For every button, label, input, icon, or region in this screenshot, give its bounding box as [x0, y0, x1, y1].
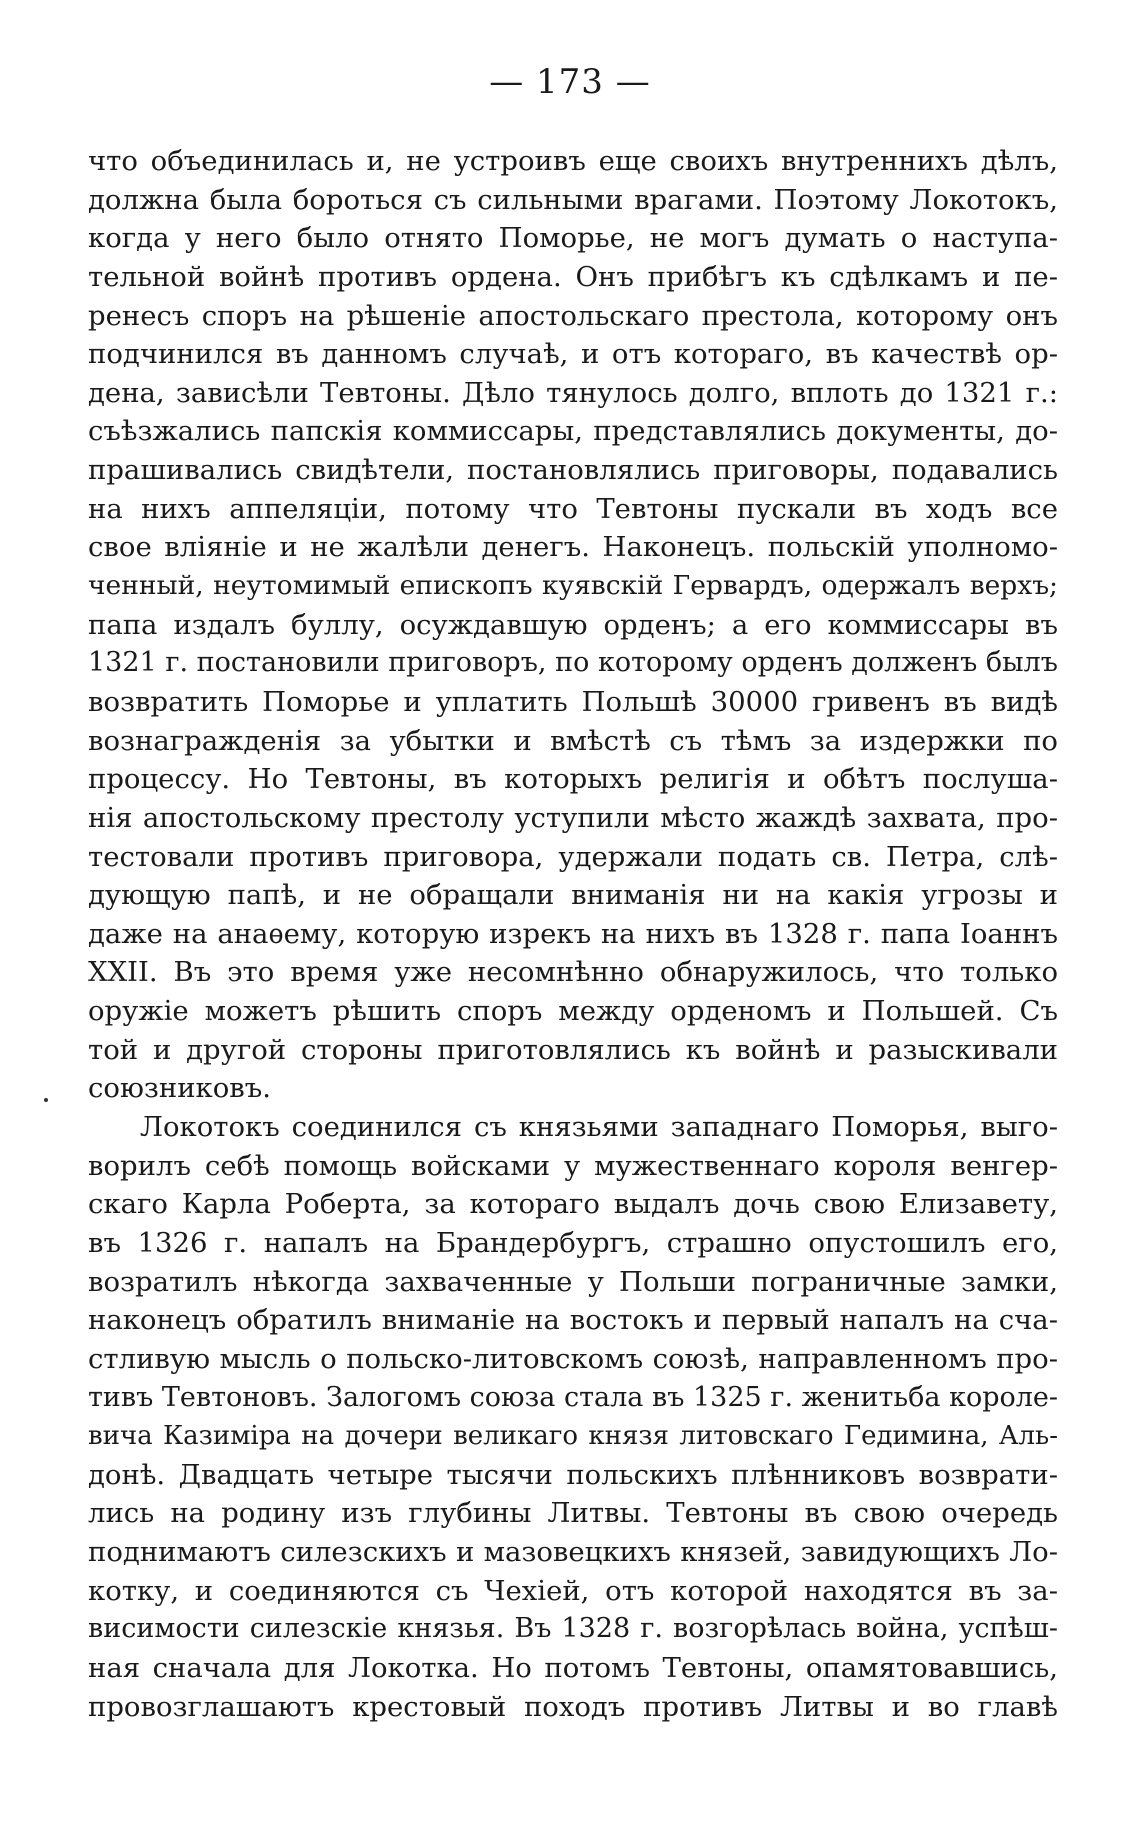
text-line: союзниковъ.: [88, 1072, 272, 1105]
text-line: въ 1326 г. напалъ на Брандербургъ, страшно опустошилъ его,: [88, 1226, 1058, 1259]
text-line: поднимаютъ силезскихъ и мазовецкихъ князей, завидующихъ Ло-: [88, 1536, 1058, 1569]
text-line: тельной войнѣ противъ ордена. Онъ прибѣгъ къ сдѣлкамъ и пе-: [88, 260, 1058, 293]
paragraph-1: [88, 142, 1058, 1108]
text-line: донѣ. Двадцать четыре тысячи польскихъ плѣнниковъ возврати-: [88, 1458, 1058, 1491]
text-line: когда у него было отнято Поморье, не могъ думать о наступа-: [88, 222, 1058, 255]
paragraph-2: [88, 1108, 1058, 1726]
text-line: свое вліяніе и не жалѣли денегъ. Наконецъ. польскій уполномо-: [88, 531, 1058, 564]
text-line: тивъ Тевтоновъ. Залогомъ союза стала въ 1325 г. женитьба короле-: [88, 1381, 1058, 1413]
text-line: процессу. Но Тевтоны, въ которыхъ религія и обѣтъ послуша-: [88, 763, 1058, 796]
margin-dot: [44, 1098, 48, 1102]
text-line: Локотокъ соединился съ князьями западнаго Поморья, выго-: [140, 1111, 1058, 1144]
text-line: скаго Карла Роберта, за котораго выдалъ дочь свою Елизавету,: [88, 1188, 1058, 1221]
text-line: нія апостольскому престолу уступили мѣсто жаждѣ захвата, про-: [88, 801, 1058, 834]
text-line: дующую папѣ, и не обращали вниманія ни на какія угрозы и: [88, 879, 1058, 912]
text-line: возвратить Поморье и уплатить Польшѣ 30000 гривенъ въ видѣ: [88, 685, 1058, 718]
text-line: провозглашаютъ крестовый походъ противъ Литвы и во главѣ: [88, 1690, 1058, 1723]
text-line: висимости силезскіе князья. Въ 1328 г. возгорѣлась война, успѣш-: [88, 1613, 1058, 1645]
text-line: съѣзжались папскія коммиссары, представлялись документы, до-: [88, 415, 1058, 448]
text-line: ная сначала для Локотка. Но потомъ Тевтоны, опамятовавшись,: [88, 1651, 1058, 1684]
text-line: что объединилась и, не устроивъ еще своихъ внутреннихъ дѣлъ,: [88, 145, 1058, 177]
text-line: оружіе можетъ рѣшить споръ между орденомъ и Польшей. Съ: [88, 995, 1058, 1028]
text-line: той и другой стороны приготовлялись къ войнѣ и разыскивали: [88, 1033, 1058, 1066]
text-line: возратилъ нѣкогда захваченные у Польши пограничные замки,: [88, 1265, 1058, 1298]
text-line: ренесъ споръ на рѣшеніе апостольскаго престола, которому онъ: [88, 299, 1058, 332]
text-line: наконецъ обратилъ вниманіе на востокъ и первый напалъ на сча-: [88, 1304, 1058, 1337]
text-line: XXII. Въ это время уже несомнѣнно обнаружилось, что только: [88, 956, 1058, 989]
text-line: дена, зависѣли Тевтоны. Дѣло тянулось долго, вплоть до 1321 г.:: [88, 376, 1058, 409]
text-line: тестовали противъ приговора, удержали подать св. Петра, слѣ-: [88, 840, 1058, 873]
text-line: ворилъ себѣ помощь войсками у мужественнаго короля венгер-: [88, 1149, 1058, 1182]
text-line: вознагражденія за убытки и вмѣстѣ съ тѣмъ за издержки по: [88, 724, 1058, 757]
text-line: папа издалъ буллу, осуждавшую орденъ; а его коммиссары въ: [88, 608, 1058, 641]
text-line: 1321 г. постановили приговоръ, по которому орденъ долженъ былъ: [88, 647, 1058, 679]
text-line: котку, и соединяются съ Чехіей, отъ которой находятся въ за-: [88, 1574, 1058, 1607]
text-line: подчинился въ данномъ случаѣ, и отъ котораго, въ качествѣ ор-: [88, 338, 1058, 371]
text-line: ченный, неутомимый епископъ куявскій Гервардъ, одержалъ верхъ;: [88, 570, 1058, 602]
body-text: [88, 142, 1058, 1726]
text-line: вича Казиміра на дочери великаго князя литовскаго Гедимина, Аль-: [88, 1421, 1058, 1452]
page-number: — 173 —: [489, 62, 651, 102]
text-line: лись на родину изъ глубины Литвы. Тевтоны въ свою очередь: [88, 1497, 1058, 1530]
text-line: даже на анаѳему, которую изрекъ на нихъ въ 1328 г. папа Іоаннъ: [88, 917, 1058, 950]
text-line: прашивались свидѣтели, постановлялись приговоры, подавались: [88, 454, 1058, 487]
text-line: на нихъ аппеляціи, потому что Тевтоны пускали въ ходъ все: [88, 492, 1058, 525]
text-line: стливую мысль о польско-литовскомъ союзѣ, направленномъ про-: [88, 1342, 1058, 1375]
text-line: должна была бороться съ сильными врагами. Поэтому Локотокъ,: [88, 183, 1058, 216]
